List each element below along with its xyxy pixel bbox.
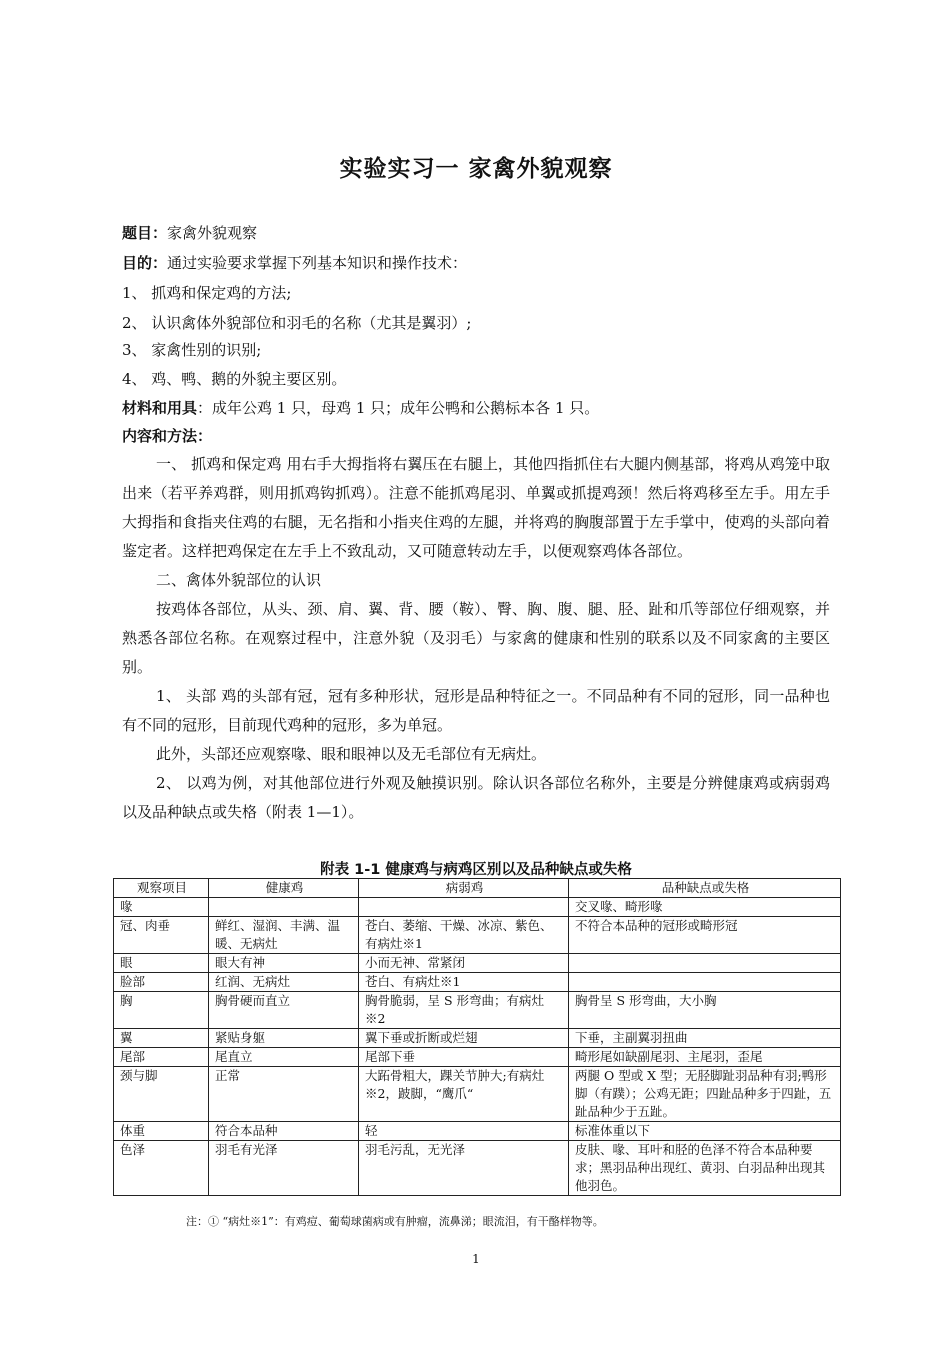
table-cell: 翼 [114,1029,209,1048]
table-cell: 正常 [209,1067,359,1122]
materials-label: 材料和用具 [122,399,198,417]
paragraph: 一、 抓鸡和保定鸡 用右手大拇指将右翼压在右腿上，其他四指抓住右大腿内侧基部，将鸡从鸡笼中取出来（若平养鸡群，则用抓鸡钩抓鸡）。注意不能抓鸡尾羽、单翼或抓提鸡颈！然后将鸡移至左手。用左手大拇指和食指夹住鸡的右腿，无名指和小指夹住鸡的左腿，并将鸡的胸腹部置于左手掌中，使鸡的头部向着鉴定者。这样把鸡保定在左手上不致乱动，又可随意转动左手，以便观察鸡体各部位。 [122,455,830,560]
table-cell [569,973,841,992]
table-header: 品种缺点或失格 [569,879,841,898]
paragraph: 二、禽体外貌部位的认识 [156,571,322,589]
page-title: 实验实习一 家禽外貌观察 [339,156,613,182]
aim-text: 通过实验要求掌握下列基本知识和操作技术： [167,254,468,272]
table-cell: 色泽 [114,1141,209,1196]
paragraph: 1、 头部 鸡的头部有冠，冠有多种形状，冠形是品种特征之一。不同品种有不同的冠形，同一品种也有不同的冠形，目前现代鸡种的冠形，多为单冠。 [122,687,830,734]
table-cell: 颈与脚 [114,1067,209,1122]
table-cell: 冠、肉垂 [114,917,209,954]
table-cell: 翼下垂或折断或烂翅 [359,1029,569,1048]
table-row [114,898,841,917]
table-cell: 胸骨硬而直立 [209,992,359,1029]
table-cell: 红润、无病灶 [209,973,359,992]
aim-item: 4、 鸡、鸭、鹅的外貌主要区别。 [122,370,347,388]
table-row [114,973,841,992]
table-cell: 不符合本品种的冠形或畸形冠 [569,917,841,954]
table-footnote: 注：① “病灶※1”：有鸡痘、葡萄球菌病或有肿瘤，流鼻涕；眼流泪，有干酪样物等。 [186,1215,604,1228]
table-cell: 眼大有神 [209,954,359,973]
table-header: 观察项目 [114,879,209,898]
table-cell: 尾部 [114,1048,209,1067]
topic-line [122,223,257,243]
table-cell: 大跖骨粗大，踝关节肿大;有病灶※2，跛脚，“鹰爪“ [359,1067,569,1122]
table-cell: 羽毛有光泽 [209,1141,359,1196]
table-cell: 下垂，主副翼羽扭曲 [569,1029,841,1048]
table-cell: 鲜红、湿润、丰满、温暖、无病灶 [209,917,359,954]
table-header: 病弱鸡 [359,879,569,898]
table-cell: 体重 [114,1122,209,1141]
comparison-table [113,878,841,1196]
table-cell: 胸骨脆弱，呈 S 形弯曲；有病灶※2 [359,992,569,1029]
table-row [114,917,841,954]
topic-label: 题目： [122,224,168,242]
table-cell: 畸形尾如缺副尾羽、主尾羽，歪尾 [569,1048,841,1067]
table-cell [569,954,841,973]
table-cell: 符合本品种 [209,1122,359,1141]
aim-label: 目的： [122,254,168,272]
table-cell: 眼 [114,954,209,973]
table-cell: 脸部 [114,973,209,992]
table-cell: 羽毛污乱，无光泽 [359,1141,569,1196]
materials-text: ：成年公鸡 1 只，母鸡 1 只；成年公鸭和公鹅标本各 1 只。 [197,399,600,417]
table-row [114,1122,841,1141]
table-caption: 附表 1-1 健康鸡与病鸡区别以及品种缺点或失格 [320,862,632,878]
table-row [114,992,841,1029]
method-label: 内容和方法： [122,427,213,445]
table-cell: 喙 [114,898,209,917]
table-cell: 胸骨呈 S 形弯曲，大小胸 [569,992,841,1029]
table-cell: 紧贴身躯 [209,1029,359,1048]
aim-item: 3、 家禽性别的识别; [122,341,262,359]
aim-line [122,253,467,273]
table-cell: 尾直立 [209,1048,359,1067]
table-cell: 小而无神、常紧闭 [359,954,569,973]
topic-text: 家禽外貌观察 [167,224,258,242]
table-cell: 胸 [114,992,209,1029]
materials-line [122,398,599,418]
table-cell [209,898,359,917]
paragraph: 按鸡体各部位，从头、颈、肩、翼、背、腰（鞍）、臀、胸、腹、腿、胫、趾和爪等部位仔细观察，并熟悉各部位名称。在观察过程中，注意外貌（及羽毛）与家禽的健康和性别的联系以及不同家禽的主要区别。 [122,600,830,676]
table-cell [359,898,569,917]
table-cell: 皮肤、喙、耳叶和胫的色泽不符合本品种要求；黑羽品种出现红、黄羽、白羽品种出现其他羽色。 [569,1141,841,1196]
table-row [114,954,841,973]
table-cell: 交叉喙、畸形喙 [569,898,841,917]
table-header-row [114,879,841,898]
method-body [122,450,830,827]
table-cell: 标准体重以下 [569,1122,841,1141]
table-row [114,1067,841,1122]
table-header: 健康鸡 [209,879,359,898]
table-row [114,1141,841,1196]
table-cell: 尾部下垂 [359,1048,569,1067]
paragraph: 此外，头部还应观察喙、眼和眼神以及无毛部位有无病灶。 [156,745,547,763]
table-row [114,1048,841,1067]
aim-item: 2、 认识禽体外貌部位和羽毛的名称（尤其是翼羽）; [122,314,472,332]
table-cell: 苍白、萎缩、干燥、冰凉、紫色、有病灶※1 [359,917,569,954]
aim-item: 1、 抓鸡和保定鸡的方法; [122,284,292,302]
table-row [114,1029,841,1048]
paragraph: 2、 以鸡为例，对其他部位进行外观及触摸识别。除认识各部位名称外，主要是分辨健康鸡或病弱鸡以及品种缺点或失格（附表 1—1）。 [122,774,830,821]
table-cell: 苍白、有病灶※1 [359,973,569,992]
table-cell: 轻 [359,1122,569,1141]
page-number: 1 [472,1252,480,1266]
table-cell: 两腿 O 型或 X 型；无胫脚趾羽品种有羽;鸭形脚（有蹼）；公鸡无距；四趾品种多于四趾，五趾品种少于五趾。 [569,1067,841,1122]
